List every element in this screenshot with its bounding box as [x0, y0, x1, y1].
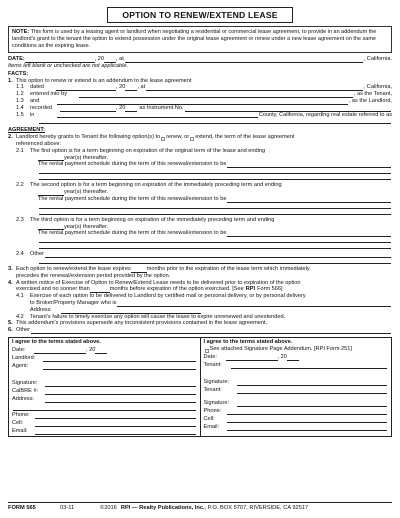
item-5: 5. This addendum's provisions supersede any inconsistent provisions contained in the lease agreement.: [8, 320, 268, 327]
item-4: 4. A written notice of Exercise of Option to Renew/Extend Lease needs to be delivered prior to expiration of the option: [8, 279, 301, 286]
agent-address-line2[interactable]: [13, 405, 196, 411]
tenant-cell-field[interactable]: [227, 417, 388, 423]
real-estate-field[interactable]: [39, 118, 391, 124]
fact-1-1: 1.1 dated , 20 , at , California,: [16, 84, 392, 91]
opt3-rent-line3[interactable]: [39, 243, 391, 249]
option-2-4: 2.4 Other: [16, 251, 392, 258]
title-area: [8, 7, 392, 24]
landlord-agree-heading: I agree to the terms stated above.: [12, 339, 101, 346]
tenant-date-field[interactable]: [226, 355, 278, 361]
agreement-heading: AGREEMENT:: [8, 127, 45, 134]
item-4-2: 4.2 Tenant's failure to timely exercise any option will cause the lease to expire unrenewed and unextended.: [16, 313, 286, 320]
signature-addendum-checkbox[interactable]: [205, 349, 209, 353]
copyright: ©2016: [100, 505, 117, 512]
item-3: 3. Each option to renew/extend the lease expires months prior to the expiration of the lease term which immediately: [8, 265, 310, 272]
date-label: DATE:: [8, 56, 25, 63]
other-terms-field[interactable]: [31, 328, 391, 334]
item-6: 6. Other: [8, 327, 392, 334]
tenant-year-field[interactable]: [287, 355, 299, 361]
item-2-referenced: referenced above:: [16, 141, 62, 148]
tenant-name-field[interactable]: [79, 92, 353, 98]
agent-field[interactable]: [43, 364, 196, 370]
fact-1-2: 1.2 entered into by , as the Tenant,: [16, 91, 392, 98]
date-at-label: , at: [116, 56, 124, 63]
see-attached-label: See attached Signature Page Addendum. [RPI Form 251]: [209, 346, 352, 353]
agent-phone-field[interactable]: [35, 413, 196, 419]
publisher: RPI — Realty Publications, Inc.: [120, 505, 205, 512]
note-label: NOTE:: [12, 29, 30, 35]
recorded-date-field[interactable]: [60, 106, 116, 112]
agent-signature-field[interactable]: [45, 381, 196, 387]
form-number: FORM 565: [8, 505, 36, 512]
option-2-3: 2.3 The third option is for a term beginning on expiration of the immediately preceding term and ending: [16, 216, 275, 223]
extend-checkbox[interactable]: [190, 137, 194, 141]
tenant2-signature-field[interactable]: [237, 401, 388, 407]
option-2-1: 2.1 The first option is for a term beginning on expiration of the original term of the lease and ending: [16, 147, 266, 154]
landlord-signature-column: I agree to the terms stated above. Date: , 20 Landlord: Agent: Signature: CalBRE #: Address: Phone: Cell: Email:: [9, 338, 200, 436]
location-field[interactable]: [125, 57, 363, 63]
fact-1-3: 1.3 and , as the Landlord,: [16, 97, 392, 104]
lease-location-field[interactable]: [146, 85, 363, 91]
tenant-agree-heading: I agree to the terms stated above.: [203, 339, 293, 346]
note-box: [8, 26, 392, 53]
landlord-year-field[interactable]: [95, 348, 107, 354]
broker-name-field[interactable]: [117, 301, 391, 307]
date-california-label: , California.: [363, 56, 392, 63]
opt1-rent-line3[interactable]: [39, 174, 391, 180]
fact-1-4: 1.4 recorded , 20 as Instrument No.: [16, 105, 392, 112]
tenant1-field[interactable]: [231, 363, 388, 369]
option-2-2: 2.2 The second option is for a term beginning on expiration of the immediately preceding term and ending: [16, 182, 282, 189]
lease-year-field[interactable]: [125, 85, 137, 91]
tenant-email-field[interactable]: [227, 425, 388, 431]
fact-1-5: 1.5 in County, California, regarding real estate referred to as: [16, 111, 392, 118]
publisher-address: , P.O. BOX 5707, RIVERSIDE, CA 92517: [204, 505, 309, 512]
item-3-cont: precedes the renewal/extension period provided by the option.: [16, 272, 171, 279]
recorded-year-field[interactable]: [125, 106, 137, 112]
agent-cell-field[interactable]: [35, 421, 196, 427]
form-footer: [8, 502, 392, 512]
note-text: This form is used by a leasing agent or landlord when negotiating a residential or commercial lease agreement, to provide in an addendum the landlord's grant to the tenant the option to extend possession under the original lease agreement or renew under a new lease agreement on the same conditions as the expiring lease.: [12, 29, 377, 50]
item-4-1: 4.1 Exercise of each option to be delivered to Landlord by certified mail or personal delivery, or by personal delivery: [16, 293, 306, 300]
calbre-field[interactable]: [45, 389, 196, 395]
blank-note: Items left blank or unchecked are not applicable.: [8, 62, 129, 69]
other-option-line2[interactable]: [39, 258, 391, 264]
agent-address-field[interactable]: [45, 397, 196, 403]
tenant2-field[interactable]: [237, 388, 388, 394]
form-title: OPTION TO RENEW/EXTEND LEASE: [107, 7, 292, 23]
item-4-cont: exercised and no sooner than months before expiration of the option exercised. [See RPI Form 566]: [16, 286, 283, 293]
lease-option-form: OPTION TO RENEW/EXTEND LEASE NOTE: This form is used by a leasing agent or landlord when negotiating a residential or commercial lease agreement, to provide in an addendum the landlord's grant to the tenant the option to extend possession under the original lease agreement or renew under a new lease agreement on the same conditions as the expiring lease. DATE: , 20 , at , California. Items left blank or unchecked are not applicable. FACTS: 1. This option to renew or extend is an addendum to the lease agreement 1.1 dated , 20 , at , California, 1.2 entered into by , as the Tenant, 1.3 and , as the Landlord, 1.4 recorded , 20 as Instrument No. 1.5 in County, California, regarding real estate referred to as AGREEMENT: 2. Landlord hereby grants to Tenant the following option(s) to renew, or extend, the term of the lease agreement referenced above: 2.1 The first option is for a term beginning on expiration of the original term of the lease and ending year(s) thereafter. The rental payment schedule during the term of this renewal/extension to be 2.2 The second option is for a term beginning on expiration of the immediately preceding term and ending year(s) thereafter. The rental payment schedule during the term of this renewal/extension to be 2.3 The third option is for a term beginning on expiration of the immediately preceding term and ending year(s) thereafter. The rental payment schedule during the term of this renewal/extension to be 2.4 Other 3. Each option to renew/extend the lease expires months prior to the expiration of the lease term which immediately precedes the renewal/extension period provided by the option. 4. A written notice of Exercise of Option to Renew/Extend Lease needs to be delivered prior to expiration of the option exercised and no sooner than months before expiration of the option exercised. [See RPI Form 566] 4.1 Exercise of each option to be delivered to Landlord by certified mail or personal delivery, or by personal delivery to Broker/Property Manager who is Address 4.2 Tenant's failure to timely exercise any option will cause the lease to expire unrenewed and unextended. 5. This addendum's provisions supersede any inconsistent provisions contained in the lease agreement. 6. Other I agree to the terms stated above. Date: , 20 Landlord: Agent: Signature: CalBRE #: Address: Phone: Cell: Email: I agree to the terms stated above. See attached Signature Page Addendum. [RPI Form 251] Date: , 20 Tenant: Signature: Tenant: Signature: Phone: Cell: Email: FORM 565 03-11 ©2016 RPI — Realty Publications, Inc. , P.O. BOX 5707, RIVERSIDE, CA 92517: [8, 7, 392, 512]
landlord-name-field[interactable]: [57, 99, 348, 105]
tenant-phone-field[interactable]: [227, 409, 388, 415]
agent-email-field[interactable]: [35, 429, 196, 435]
tenant-signature-column: I agree to the terms stated above. See attached Signature Page Addendum. [RPI Form 251] Date: , 20 Tenant: Signature: Tenant: Signature: Phone: Cell: Email:: [200, 338, 392, 436]
signature-block: [8, 337, 392, 437]
renew-checkbox[interactable]: [161, 137, 165, 141]
expire-months-field[interactable]: [131, 267, 147, 273]
landlord-date-field[interactable]: [34, 348, 86, 354]
facts-heading: FACTS:: [8, 70, 29, 77]
facts-intro: This option to renew or extend is an addendum to the lease agreement: [16, 77, 192, 84]
landlord-field[interactable]: [43, 356, 196, 362]
date-row: [8, 56, 392, 63]
item-2: 2. Landlord hereby grants to Tenant the following option(s) to renew, or extend, the term of the lease agreement: [8, 134, 295, 141]
tenant1-signature-field[interactable]: [237, 380, 388, 386]
form-code: 03-11: [60, 505, 75, 512]
date-year-label: , 20: [94, 56, 105, 63]
opt2-rent-line3[interactable]: [39, 209, 391, 215]
